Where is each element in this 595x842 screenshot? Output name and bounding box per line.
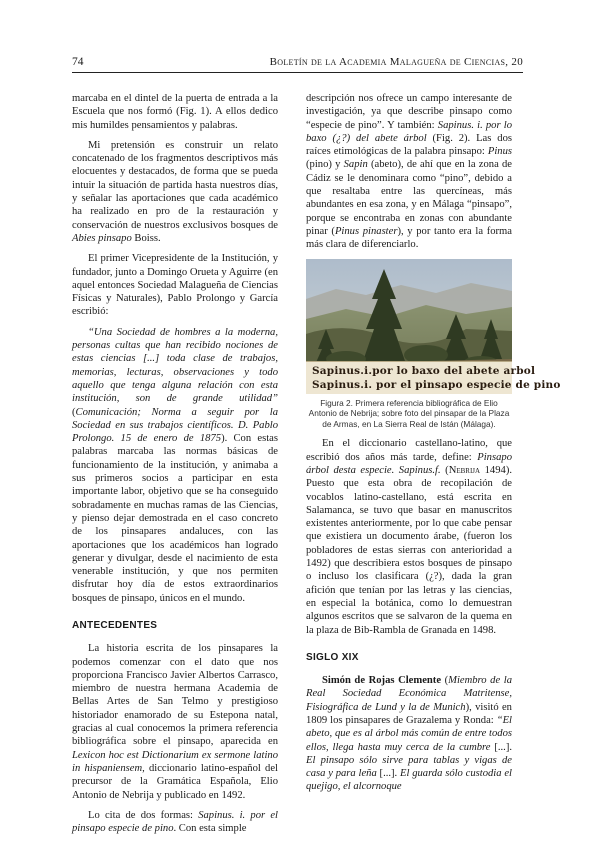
paragraph: descripción nos ofrece un campo interesante de investigación, ya que describe pinsapo como “especie de pino”. Y también: Sapinus. i. por lo baxo (¿?) del abete árbol (Fig. 2). Las dos raíces etimológicas de la palabra pinsapo: Pinus (pino) y Sapin (abeto), de ahí que en la zona de Cádiz se le denominara como “pino”, debido a que resaltaba entre las quercíneas, más abundantes en esa zona, y en Málaga “pinsapo”, porque se encontraba en zonas con abundante pinar (Pinus pinaster), y por tanto era la forma más clara de diferenciarlo. [306,93,513,251]
quote-paragraph: “Una Sociedad de hombres a la moderna, personas cultas que han recibido nociones de estas ciencias [...] toda clase de trabajos, memorias, lecturas, observaciones y todo aquello que tenga alguna relación con esta institución, son de grande utilidad” (Comunicación; Norma a seguir por la Sociedad en sus trabajos científicos. D. Pablo Prolongo. 15 de enero de 1875). Con estas palabras marcaba las normas básicas de funcionamiento de la institución, y animaba a sus primeros socios a participar en esta importante labor, objetivo que se ha conseguido sobradamente en muchas ramas de las Ciencias, y pienso dejar demostrada en el caso concreto de los pinsapares andaluces, con las aportaciones que los académicos han logrado generar y divulgar, desde el nacimiento de esta venerable institución, y que nos permiten disfrutar hoy día de estos extraordinarios bosques de pinsapo, únicos en el mundo. [72,326,278,604]
running-header: Boletín de la Academia Malagueña de Ciencias, 20 [269,56,523,68]
paragraph: marcaba en el dintel de la puerta de entrada a la Escuela que nos formó (Fig. 1). A ellos dedico mis humildes pensamientos y palabras. [72,93,278,131]
section-heading-antecedentes: ANTECEDENTES [72,619,158,631]
nebrija-text-strip [306,361,561,394]
species-name: Abies pinsapo [72,232,132,244]
page-number: 74 [72,56,84,68]
paragraph: La historia escrita de los pinsapares la podemos comenzar con el dato que nos proporciona Francisco Javier Albertos Carrasco, miembro de nuestra hermana Academia de Bellas Artes de San Telmo y prestigioso historiador enamorado de su Estepona natal, gracias al cual conocemos la primera referencia bibliográfica sobre el pinsapo, aparecida en Lexicon hoc est Dictionarium ex sermone latino in hispaniensem, diccionario latino-español del precursor de la Gramática Española, Elio Antonio de Nebrija y publicado en 1492. [72,643,278,801]
section-heading-siglo-xix: SIGLO XIX [306,651,359,663]
paragraph: En el diccionario castellano-latino, que escribió dos años más tarde, define: Pinsapo árbol desta especie. Sapinus.f. (Nebrija 1494). Puesto que esta obra de recopilación de vocablos latino-castellano, está escrita en Salamanca, se tuvo que basar en manuscritos existentes anteriormente, por lo que cabe pensar que existiera un documento árabe, (fueron los pobladores de estas sierras con anterioridad a 1492) que describiera estos bosques de pinsapo o incluso los clasificara (¿?), dada la gran afición que tenían por las letras y las ciencias, en especial la botánica, como lo demuestran algunos escritos que se salvaron de la quema en la plaza de Bib-Rambla de Granada en 1498. [306,438,512,636]
nebrija-line-2: Sapinus.i. por el pinsapo especie de pino [312,378,561,391]
paragraph: Simón de Rojas Clemente (Miembro de la Real Sociedad Económica Matritense, Fisiográfica de Lund y la de Munich), visitó en 1809 los pinsapares de Grazalema y Ronda: “El abeto, que es al árbol más común de entre todos ellos, llega hasta muy cerca de la cumbre [...]. El pinsapo sólo sirve para tablas y vigas de casa y para leña [...]. El guarda sólo custodia el quejigo, el alcornoque [306,675,512,793]
header-rule [72,72,523,73]
paragraph: Mi pretensión es construir un relato concatenado de los fragmentos descriptivos más elocuentes y destacados, de forma que se pueda intuir la situación de partida hasta nuestros días, y señalar las aportaciones que cada académico ha realizado en pro de la restauración y conservación de nuestros exclusivos bosques de Abies pinsapo Boiss. [72,139,278,244]
left-column [72,92,278,842]
figure-pinsapo-photo [306,259,561,394]
nebrija-line-1: Sapinus.i.por lo baxo del abete arbol [312,364,536,377]
right-column [306,92,561,801]
paragraph: El primer Vicepresidente de la Institución, y fundador, junto a Domingo Orueta y Aguirre (en aquel entonces Sociedad Malagueña de Ciencias Físicas y Naturales), Pablo Prolongo y García escribió: [72,253,278,318]
figure-caption: Figura 2. Primera referencia bibliográfica de Elio Antonio de Nebrija; sobre foto del pinsapar de la Plaza de Armas, en La Sierra Real de Istán (Málaga). [308,397,510,429]
paragraph: Lo cita de dos formas: Sapinus. i. por el pinsapo especie de pino. Con esta simple [72,809,278,835]
